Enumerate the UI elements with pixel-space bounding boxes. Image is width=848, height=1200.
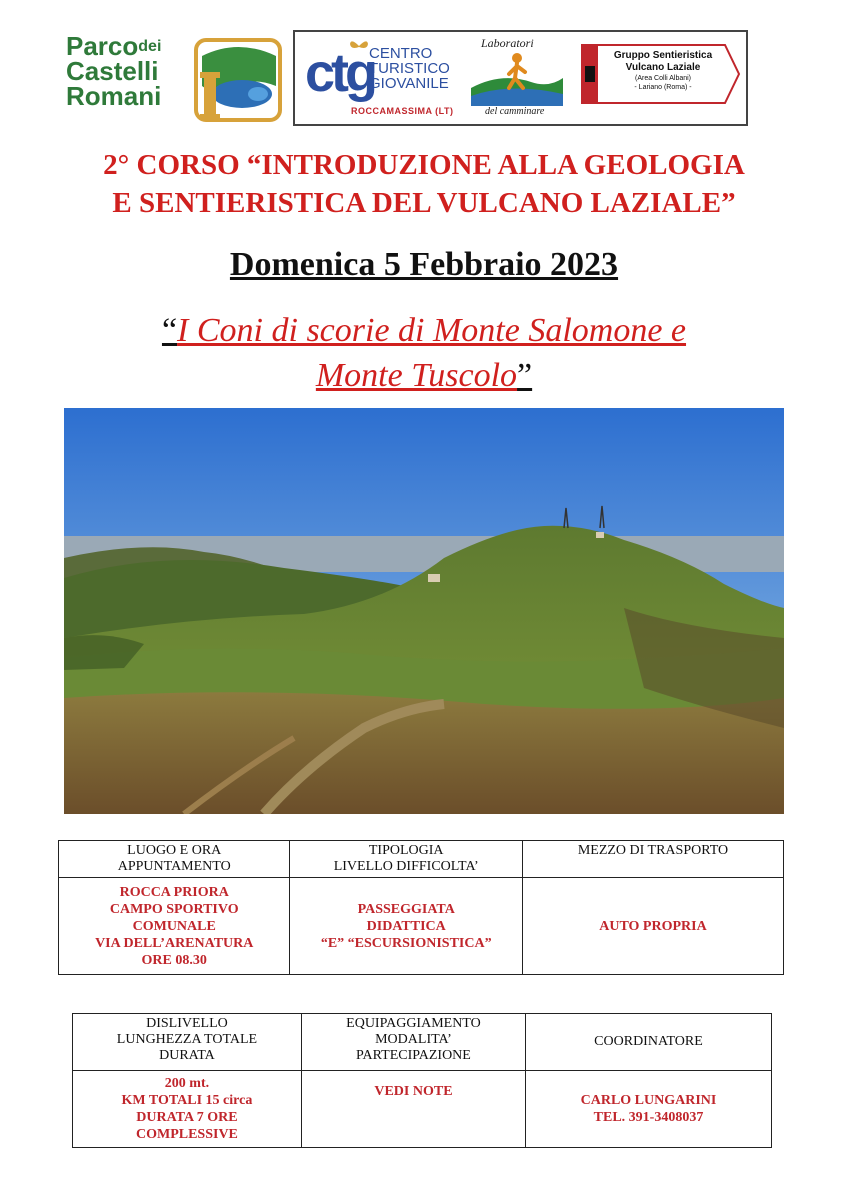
info-table-2 xyxy=(72,1013,772,1148)
laboratori-title: Laboratori xyxy=(481,36,534,50)
ctg-line1: CENTRO xyxy=(369,45,433,62)
header-equipaggiamento: EQUIPAGGIAMENTO MODALITA’ PARTECIPAZIONE xyxy=(301,1014,525,1071)
ctg-logo xyxy=(305,38,465,122)
parco-castelli-romani-logo xyxy=(66,31,286,124)
header-mezzo: MEZZO DI TRASPORTO xyxy=(522,841,783,878)
parco-line1: Parco xyxy=(66,31,139,61)
landscape-photo xyxy=(64,408,784,814)
ctg-line3: GIOVANILE xyxy=(369,75,449,92)
table-row xyxy=(59,841,784,878)
quote-open: “ xyxy=(161,312,178,349)
gsvl-line2: Vulcano Laziale xyxy=(625,62,701,73)
gsvl-line3: (Area Colli Albani) xyxy=(634,75,692,82)
partner-logos-box xyxy=(293,30,748,126)
value-mezzo: AUTO PROPRIA xyxy=(522,878,783,975)
header-coordinatore: COORDINATORE xyxy=(525,1014,771,1071)
ctg-line2: TURISTICO xyxy=(369,60,450,77)
butterfly-icon xyxy=(349,38,369,54)
event-subtitle xyxy=(60,308,788,398)
parco-emblem-icon xyxy=(192,36,284,124)
parco-line2: Castelli xyxy=(66,56,159,86)
subtitle-line2: Monte Tuscolo xyxy=(315,357,518,394)
value-equipaggiamento: VEDI NOTE xyxy=(301,1071,525,1148)
event-date: Domenica 5 Febbraio 2023 xyxy=(229,246,619,283)
laboratori-subtitle: del camminare xyxy=(485,106,545,117)
value-dislivello: 200 mt. KM TOTALI 15 circa DURATA 7 ORE COMPLESSIVE xyxy=(73,1071,302,1148)
table-row xyxy=(73,1071,772,1148)
value-luogo: ROCCA PRIORA CAMPO SPORTIVO COMUNALE VIA DELL’ARENATURA ORE 08.30 xyxy=(59,878,290,975)
header-dislivello: DISLIVELLO LUNGHEZZA TOTALE DURATA xyxy=(73,1014,302,1071)
hiker-landscape-icon xyxy=(471,52,563,106)
gsvl-line4: - Lariano (Roma) - xyxy=(634,84,692,91)
table-row xyxy=(59,878,784,975)
quote-close: ” xyxy=(517,357,533,394)
course-title xyxy=(0,146,848,222)
ctg-mark: ctg xyxy=(305,43,374,103)
value-coordinatore: CARLO LUNGARINI TEL. 391-3408037 xyxy=(525,1071,771,1148)
header-tipologia: TIPOLOGIA LIVELLO DIFFICOLTA’ xyxy=(290,841,523,878)
value-tipologia: PASSEGGIATA DIDATTICA “E” “ESCURSIONISTICA” xyxy=(290,878,523,975)
header-luogo: LUOGO E ORA APPUNTAMENTO xyxy=(59,841,290,878)
course-title-line1: 2° CORSO “INTRODUZIONE ALLA GEOLOGIA xyxy=(103,149,745,181)
parco-line1-small: dei xyxy=(138,38,162,55)
logo-row xyxy=(0,30,848,130)
laboratori-logo xyxy=(471,36,563,122)
gsvl-line1: Gruppo Sentieristica xyxy=(613,50,713,61)
ctg-location: ROCCAMASSIMA (LT) xyxy=(351,106,454,116)
table-row xyxy=(73,1014,772,1071)
subtitle-line1: I Coni di scorie di Monte Salomone e xyxy=(177,312,687,349)
gsvl-logo xyxy=(581,44,741,104)
course-title-line2: E SENTIERISTICA DEL VULCANO LAZIALE” xyxy=(112,187,736,219)
parco-line3: Romani xyxy=(66,81,162,111)
info-table-1 xyxy=(58,840,784,975)
